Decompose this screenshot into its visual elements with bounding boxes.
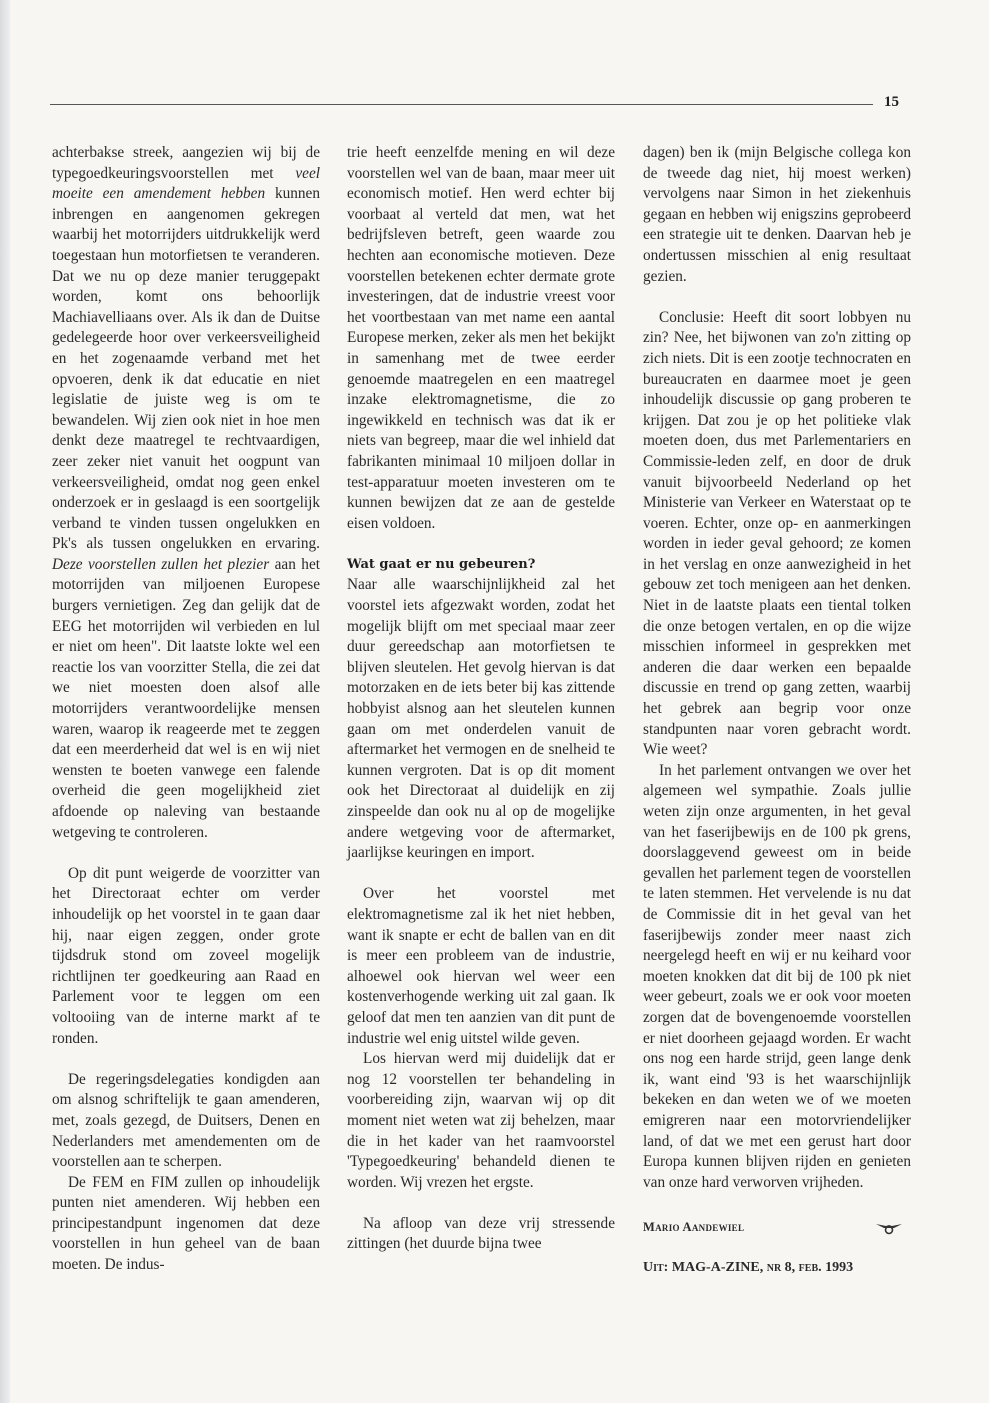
column-2 bbox=[347, 143, 615, 1255]
header-rule bbox=[50, 104, 873, 105]
emphasis: veel moeite een amendement hebben bbox=[52, 164, 320, 203]
page-number: 15 bbox=[884, 94, 899, 110]
paragraph: dagen) ben ik (mijn Belgische collega kon de tweede dag niet, hij moest werken) vervolgens naar Simon in het ziekenhuis gegaan en hebben wij enigszins geprobeerd een strategie uit te denken. Daarvan heb je ondertussen misschien al enig resultaat gezien. bbox=[643, 144, 911, 285]
paragraph: Na afloop van deze vrij stressende zittingen (het duurde bijna twee bbox=[347, 1214, 615, 1253]
paragraph: trie heeft eenzelfde mening en wil deze voorstellen wel van de baan, maar meer uit economisch motief. Hen werd echter bij voorbaat al verteld dat men, wat het bedrijfsleven betreft, geen waarde zou hechten aan economische motieven. Deze voorstellen betekenen echter dermate grote investeringen, dat de industrie vreest voor het voortbestaan van met name een aantal Europese merken, zeker als men het bekijkt in samenhang met de twee eerder genoemde maatregelen en een maatregel inzake elektromagnetisme, die zo ingewikkeld en technisch was dat ik er niets van begreep, maar die wel inhield dat fabrikanten minimaal 10 miljoen dollar in test-apparatuur moeten investeren om te kunnen bewijzen dat ze aan de gestelde eisen voldoen. bbox=[347, 144, 615, 532]
author-name: Mario Aandewiel bbox=[643, 1220, 745, 1235]
column-1 bbox=[52, 143, 320, 1276]
paragraph: De FEM en FIM zullen op inhoudelijk punten niet amenderen. Wij hebben een principestandpunt ingenomen dat deze voorstellen in hun geheel van de baan moeten. De indus- bbox=[52, 1173, 320, 1274]
author-signature bbox=[643, 1217, 911, 1238]
paragraph: In het parlement ontvangen we over het algemeen wel sympathie. Zoals jullie weten zijn onze argumenten, in het geval van het faserijbewijs en de 100 pk grens, doorslaggevend geweest om in beide gevallen het parlement tegen de voorstellen te laten stemmen. Het vervelende is nu dat de Commissie dit in het geval van het faserijbewijs zonder meer naast zich neergelegd heeft en wij er nu keihard voor moeten knokken dat dit bij de 100 pk niet weer gebeurt, zoals we er ook voor moeten zorgen dat de bovengenoemde voorstellen er niet doorheen gejaagd worden. Er wacht ons nog een harde strijd, geen lange denk ik, want eind '93 is het waarschijnlijk bekeken en dan weten we of we moeten emigreren naar een motorvriendelijker land, of dat we met een gerust hart door Europa kunnen blijven rijden en genieten van onze hard verworven vrijheden. bbox=[643, 761, 911, 1191]
paragraph: Los hiervan werd mij duidelijk dat er nog 12 voorstellen ter behandeling in voorbereiding zijn, waarvan wij op dit moment niet weten wat zij behelzen, maar die in het kader van het raamvoorstel 'Typegoedkeuring' behandeld dienen te worden. Wij vrezen het ergste. bbox=[347, 1050, 615, 1191]
column-3 bbox=[643, 143, 911, 1278]
paragraph: Naar alle waarschijnlijkheid zal het voorstel iets afgezwakt worden, zodat het mogelijk blijft om met speciaal maar zeer duur gereedschap aan motorfietsen te blijven sleutelen. Het gevolg hiervan is dat motorzaken en de iets beter bij kas zittende hobbyist alsnog aan het sleutelen kunnen gaan om met onderdelen vanuit de aftermarket het vermogen en de snelheid te kunnen vergroten. Dat is op dit moment ook het Directoraat al duidelijk en zij zinspeelde dan ook nu al op de mogelijke andere wetgeving voor de aftermarket, jaarlijkse keuringen en import. bbox=[347, 576, 615, 862]
section-heading: Wat gaat er nu gebeuren? bbox=[347, 556, 536, 572]
source-citation: Uit: MAG-A-ZINE, nr 8, feb. 1993 bbox=[643, 1259, 854, 1275]
paragraph: Conclusie: Heeft dit soort lobbyen nu zin? Nee, het bijwonen van zo'n zitting op zich niets. Dit is een zootje technocraten en bureaucraten en daarmee moet je geen inhoudelijk discussie op gang proberen te krijgen. Dat zou je op het politieke vlak moeten doen, dus met Parlementariers en Commissie-leden zelf, en door de druk vanuit bijvoorbeeld Nederland op het Ministerie van Verkeer en Waterstaat op te voeren. Echter, onze op- en aanmerkingen worden in ieder geval gehoord; ze komen in het verslag en onze aanwezigheid in het gebouw zet toch menigeen aan het denken. Niet in de laatste plaats een tiental tolken die onze betogen vertalen, en op die wijze misschien informeel in gesprekken met anderen die daar werken een bepaalde discussie en trend op gang zetten, waarbij het gebrek aan begrip voor onze standpunten naar voren gebracht wordt. Wie weet? bbox=[643, 308, 911, 759]
emphasis: Deze voorstellen zullen het plezier bbox=[52, 555, 270, 573]
scan-edge bbox=[0, 0, 10, 1403]
paragraph: Op dit punt weigerde de voorzitter van het Directoraat echter om verder inhoudelijk op het voorstel in te gaan daar hij, naar eigen zeggen, onder grote tijdsdruk stond om zoveel mogelijk richtlijnen ter goedkeuring aan Raad en Parlement voor te leggen om een voltooiing van de interne markt af te ronden. bbox=[52, 864, 320, 1047]
paragraph: Over het voorstel met elektromagnetisme zal ik het niet hebben, want ik snapte er echt de ballen van en dit is meer een probleem van de industrie, alhoewel ook hiervan wel weer een kostenverhogende werking uit zal gaan. Ik geloof dat men ten aanzien van dit punt de industrie wel enig uitstel wilde geven. bbox=[347, 885, 615, 1047]
paragraph: De regeringsdelegaties kondigden aan om alsnog schriftelijk te gaan amenderen, met, zoals gezegd, de Duitsers, Denen en Nederlanders met amendementen om de voorstellen aan te scherpen. bbox=[52, 1070, 320, 1171]
winged-wheel-icon bbox=[875, 1221, 903, 1235]
paragraph: achterbakse streek, aangezien wij bij de typegoedkeuringsvoorstellen met veel moeite een amendement hebben kunnen inbrengen en aangenomen gekregen waarbij het motorrijders uitdrukkelijk werd toegestaan hun motorfietsen te veranderen. Dat we nu op deze manier teruggepakt worden, komt ons behoorlijk Machiavelliaans over. Als ik dan de Duitse gedelegeerde hoor over verkeersveiligheid en het zogenaamde verband met het opvoeren, denk ik dat educatie en niet legislatie de juiste weg is om te bewandelen. Wij zien ook niet in hoe men denkt deze maatregel te rechtvaardigen, zeer zeker niet vanuit het oogpunt van verkeersveiligheid, omdat nog geen enkel onderzoek er in geslaagd is een soortgelijk verband te vinden tussen ongelukken en Pk's als tussen ongelukken en ervaring. Deze voorstellen zullen het plezier aan het motorrijden van miljoenen Europese burgers vernietigen. Zeg dan gelijk dat de EEG het motorrijden wil verbieden en lul er niet om heen". Dit laatste lokte wel een reactie los van voorzitter Stella, die zei dat we niet moesten doen alsof alle motorrijders verantwoordelijke mensen waren, waarop ik reageerde met te zeggen dat een meerderheid dat wel is en wij niet wensten te boeten vanwege een falende overheid die geen mogelijkheid ziet afdoende op naleving van bestaande wetgeving te controleren. bbox=[52, 144, 320, 841]
